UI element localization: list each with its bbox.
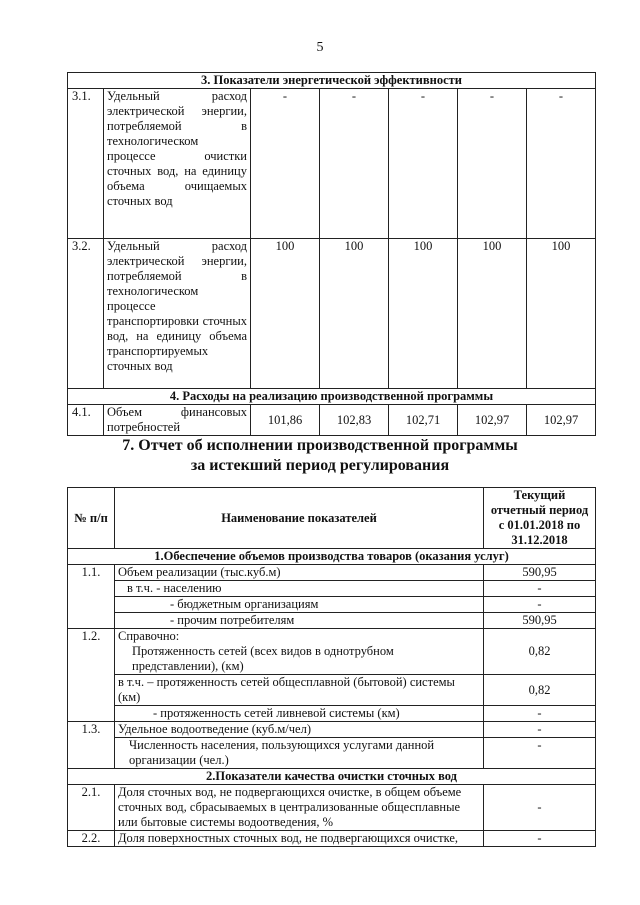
- row-number: 1.1.: [68, 565, 115, 581]
- table-row: [68, 597, 596, 613]
- report-table: [67, 487, 596, 847]
- indicator-name: Доля сточных вод, не подвергающихся очистке, в общем объеме сточных вод, сбрасываемых в централизованные общесплавные или бытовые системы водоотведения, %: [115, 785, 484, 831]
- value-cell: 102,97: [527, 405, 596, 436]
- report-heading-line1: 7. Отчет об исполнении производственной программы: [122, 437, 518, 454]
- row-number-empty: [68, 581, 115, 597]
- indicator-name: в т.ч. – протяженность сетей общесплавной (бытовой) системы (км): [115, 675, 484, 706]
- value-cell: 100: [320, 239, 389, 389]
- indicator-name: Удельный расход электрической энергии, потребляемой в технологическом процессе очистки сточных вод, на единицу объема очищаемых сточных вод: [104, 89, 251, 239]
- value-cell: 102,83: [320, 405, 389, 436]
- indicator-name: Доля поверхностных сточных вод, не подвергающихся очистке,: [115, 831, 484, 847]
- table-row: [68, 831, 596, 847]
- indicator-name-line2: Протяженность сетей (всех видов в однотрубном представлении), (км): [132, 644, 394, 673]
- value-cell: -: [484, 597, 596, 613]
- indicator-name: в т.ч. - населению: [115, 581, 484, 597]
- header-row: [68, 488, 596, 549]
- value-cell: 100: [389, 239, 458, 389]
- value-cell: -: [484, 581, 596, 597]
- value-cell: -: [484, 831, 596, 847]
- table-row: [68, 581, 596, 597]
- indicator-name: Объем реализации (тыс.куб.м): [115, 565, 484, 581]
- column-header-num: № п/п: [68, 488, 115, 549]
- value-cell: -: [320, 89, 389, 239]
- section-title: 3. Показатели энергетической эффективности: [68, 73, 596, 89]
- value-cell: -: [484, 738, 596, 769]
- value-cell: 0,82: [484, 629, 596, 675]
- section-title: 1.Обеспечение объемов производства товаров (оказания услуг): [68, 549, 596, 565]
- row-number-empty: [68, 613, 115, 629]
- table-row: [68, 629, 596, 675]
- indicator-name: Удельное водоотведение (куб.м/чел): [115, 722, 484, 738]
- table-row: [68, 549, 596, 565]
- page-number: 5: [316, 40, 324, 55]
- indicator-name: - протяженность сетей ливневой системы (км): [115, 706, 484, 722]
- value-cell: 590,95: [484, 565, 596, 581]
- table-row: [68, 565, 596, 581]
- indicator-name: [115, 629, 484, 675]
- efficiency-table: [67, 72, 596, 436]
- row-number: 2.2.: [68, 831, 115, 847]
- report-heading-line2: за истекший период регулирования: [190, 457, 450, 474]
- column-header-period: Текущий отчетный период с 01.01.2018 по 31.12.2018: [484, 488, 596, 549]
- value-cell: 100: [458, 239, 527, 389]
- value-cell: -: [458, 89, 527, 239]
- table-row: [68, 389, 596, 405]
- row-number: 4.1.: [68, 405, 104, 436]
- value-cell: -: [484, 706, 596, 722]
- table-row: [68, 73, 596, 89]
- row-number-empty: [68, 706, 115, 722]
- table-row: [68, 722, 596, 738]
- value-cell: 0,82: [484, 675, 596, 706]
- value-cell: -: [484, 785, 596, 831]
- section-title: 2.Показатели качества очистки сточных вод: [68, 769, 596, 785]
- row-number: 3.1.: [68, 89, 104, 239]
- row-number: 1.2.: [68, 629, 115, 675]
- value-cell: -: [527, 89, 596, 239]
- table-row: [68, 785, 596, 831]
- value-cell: 590,95: [484, 613, 596, 629]
- row-number: 3.2.: [68, 239, 104, 389]
- indicator-name: Численность населения, пользующихся услугами данной организации (чел.): [115, 738, 484, 769]
- value-cell: -: [484, 722, 596, 738]
- section-title: 4. Расходы на реализацию производственной программы: [68, 389, 596, 405]
- report-heading: [0, 436, 640, 476]
- table-row: [68, 239, 596, 389]
- indicator-name: Объем финансовых потребностей: [104, 405, 251, 436]
- table-row: [68, 738, 596, 769]
- value-cell: 102,71: [389, 405, 458, 436]
- row-number-empty: [68, 675, 115, 706]
- value-cell: -: [389, 89, 458, 239]
- table-row: [68, 89, 596, 239]
- row-number-empty: [68, 597, 115, 613]
- indicator-name: Удельный расход электрической энергии, потребляемой в технологическом процессе транспортировки сточных вод, на единицу объема транспортируемых сточных вод: [104, 239, 251, 389]
- indicator-name: - бюджетным организациям: [115, 597, 484, 613]
- table-row: [68, 706, 596, 722]
- value-cell: 100: [251, 239, 320, 389]
- row-number: 1.3.: [68, 722, 115, 738]
- value-cell: 100: [527, 239, 596, 389]
- table-row: [68, 405, 596, 436]
- indicator-name-line1: Справочно:: [118, 629, 180, 643]
- value-cell: -: [251, 89, 320, 239]
- value-cell: 102,97: [458, 405, 527, 436]
- row-number: 2.1.: [68, 785, 115, 831]
- row-number-empty: [68, 738, 115, 769]
- indicator-name: - прочим потребителям: [115, 613, 484, 629]
- table-row: [68, 675, 596, 706]
- table-row: [68, 769, 596, 785]
- table-row: [68, 613, 596, 629]
- column-header-name: Наименование показателей: [115, 488, 484, 549]
- value-cell: 101,86: [251, 405, 320, 436]
